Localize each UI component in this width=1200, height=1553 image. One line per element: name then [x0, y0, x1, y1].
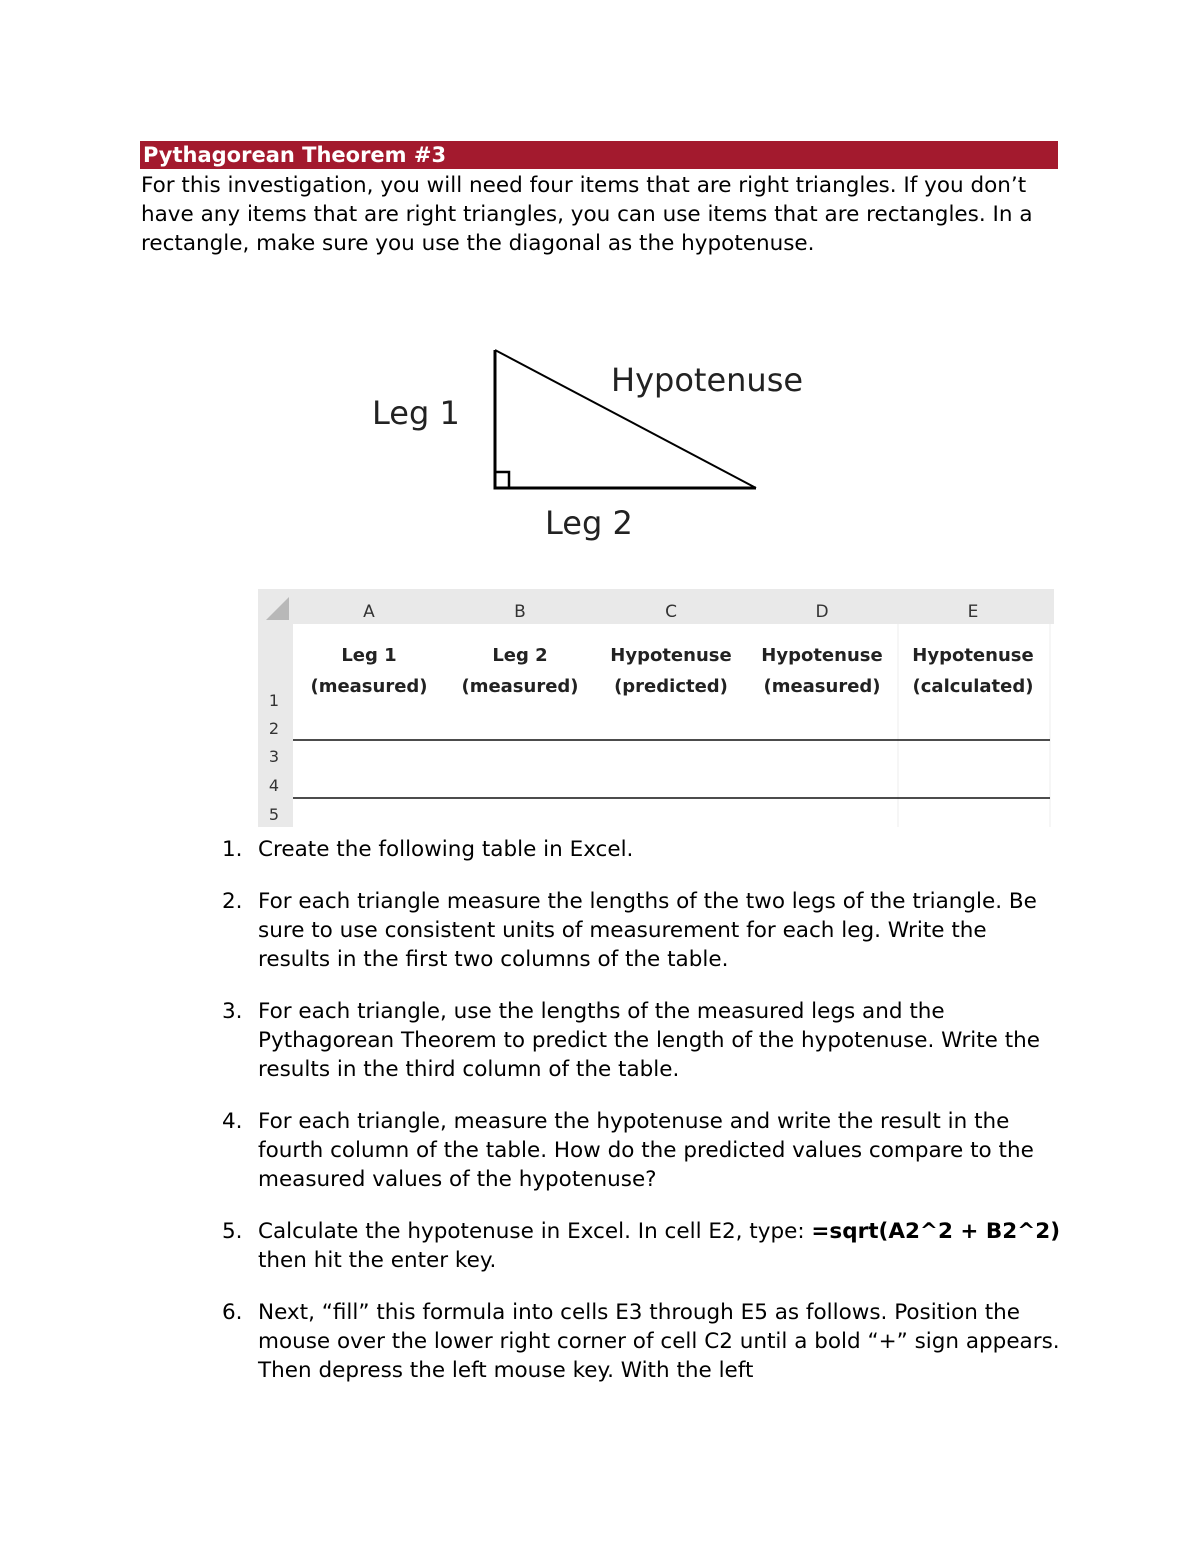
excel-formula: =sqrt(A2^2 + B2^2) — [811, 1219, 1061, 1244]
header-hyp-measured-line1: Hypotenuse — [761, 645, 883, 666]
header-hyp-calculated-line2: (calculated) — [912, 676, 1034, 697]
list-number: 5. — [222, 1219, 243, 1244]
header-hyp-measured-line2: (measured) — [763, 676, 881, 697]
col-header-c: C — [665, 602, 677, 622]
right-angle-marker — [495, 472, 509, 488]
leg2-label: Leg 2 — [545, 504, 633, 542]
header-hyp-predicted-line1: Hypotenuse — [610, 645, 732, 666]
section-heading: Pythagorean Theorem #3 — [140, 141, 1058, 169]
header-hyp-calculated-line1: Hypotenuse — [912, 645, 1034, 666]
header-leg2-line1: Leg 2 — [492, 645, 548, 666]
hypotenuse-label: Hypotenuse — [611, 361, 804, 399]
list-item — [222, 1217, 1062, 1275]
row-header-3: 3 — [268, 747, 280, 766]
right-triangle-diagram — [340, 335, 820, 550]
col-header-d: D — [815, 602, 829, 622]
column-header-strip — [258, 589, 1054, 624]
leg1-label: Leg 1 — [372, 394, 460, 432]
row-header-2: 2 — [268, 719, 280, 738]
row-header-1: 1 — [268, 691, 280, 710]
list-text: Create the following table in Excel. — [258, 837, 634, 862]
list-number: 4. — [222, 1109, 243, 1134]
row-header-4: 4 — [268, 776, 280, 795]
list-item — [222, 887, 1062, 974]
excel-table-image — [258, 589, 1058, 829]
list-text-after-formula: then hit the enter key. — [258, 1248, 497, 1273]
list-item — [222, 1107, 1062, 1194]
list-text: For each triangle, use the lengths of the measured legs and the Pythagorean Theorem to predict the length of the hypotenuse. Write the results in the third column of the table. — [258, 999, 1041, 1082]
header-hyp-predicted-line2: (predicted) — [614, 676, 728, 697]
list-number: 2. — [222, 889, 243, 914]
list-text: For each triangle, measure the hypotenuse and write the result in the fourth column of the table. How do the predicted values compare to the measured values of the hypotenuse? — [258, 1109, 1034, 1192]
list-number: 6. — [222, 1300, 243, 1325]
list-item — [222, 1298, 1062, 1385]
intro-paragraph: For this investigation, you will need four items that are right triangles. If you don’t have any items that are right triangles, you can use items that are rectangles. In a rectangle, make sure you use the diagonal as the hypotenuse. — [141, 173, 1033, 256]
list-item — [222, 997, 1062, 1084]
list-number: 3. — [222, 999, 243, 1024]
col-header-e: E — [967, 602, 979, 622]
header-leg1-line1: Leg 1 — [341, 645, 397, 666]
list-number: 1. — [222, 837, 243, 862]
col-header-b: B — [514, 602, 526, 622]
instruction-list — [222, 806, 1062, 1408]
list-item — [222, 835, 1062, 864]
header-leg2-line2: (measured) — [461, 676, 579, 697]
list-text: Next, “fill” this formula into cells E3 through E5 as follows. Position the mouse over the lower right corner of cell C2 until a bold “+” sign appears. Then depress the left mouse key. With the left — [258, 1300, 1060, 1383]
header-leg1-line2: (measured) — [310, 676, 428, 697]
list-text-before-formula: Calculate the hypotenuse in Excel. In cell E2, type: — [258, 1219, 812, 1244]
list-text: For each triangle measure the lengths of the two legs of the triangle. Be sure to use consistent units of measurement for each leg. Write the results in the first two columns of the table. — [258, 889, 1037, 972]
col-header-a: A — [363, 602, 375, 622]
row-header-5: 5 — [268, 805, 280, 824]
